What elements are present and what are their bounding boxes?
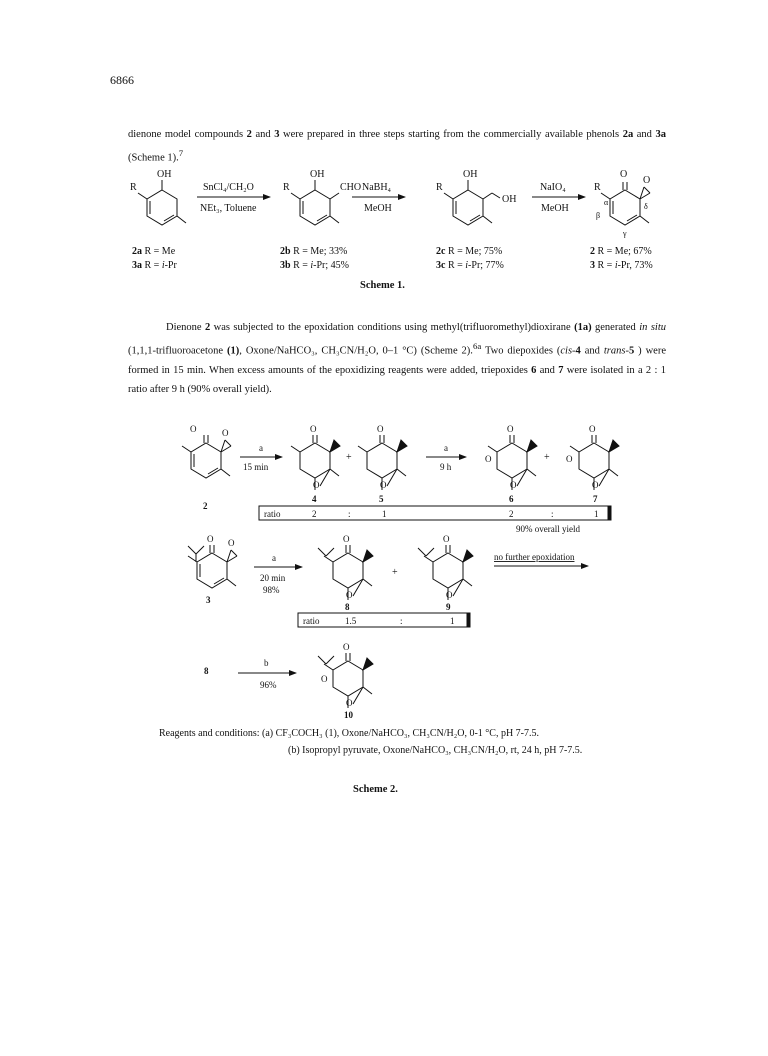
r-label: R <box>130 182 137 193</box>
conditions-a: Reagents and conditions: (a) CF₃COCH₃ (1), Oxone/NaHCO₃, CH₃CN/H₂O, 0-1 °C, pH 7-7.5. <box>159 728 540 739</box>
svg-text:O: O <box>222 428 229 438</box>
svg-text::: : <box>551 509 554 519</box>
svg-text::: : <box>400 616 403 626</box>
reagent-3-top: NaIO₄ <box>540 182 566 193</box>
conditions-b: (b) Isopropyl pyruvate, Oxone/NaHCO₃, CH₃CN/H₂O, rt, 24 h, pH 7-7.5. <box>288 745 583 756</box>
svg-text:OH: OH <box>502 194 517 205</box>
svg-text:a: a <box>444 443 448 453</box>
svg-text:OH: OH <box>463 169 478 180</box>
svg-text:2: 2 <box>509 509 514 519</box>
page-number: 6866 <box>110 73 134 87</box>
reagent-2-bottom: MeOH <box>364 203 392 214</box>
svg-text:R: R <box>283 182 290 193</box>
label-3c: 3c R = i-Pr; 77% <box>436 260 504 271</box>
svg-text:O: O <box>510 480 517 490</box>
no-further-epoxidation: no further epoxidation <box>494 552 575 562</box>
label-8: 8 <box>345 602 350 612</box>
svg-text::: : <box>348 509 351 519</box>
label-2a: 2a R = Me <box>132 246 176 257</box>
label-10: 10 <box>344 710 353 720</box>
svg-text:+: + <box>544 452 550 463</box>
svg-text:O: O <box>321 674 328 684</box>
scheme-2-caption: Scheme 2. <box>353 784 398 795</box>
scheme-2 <box>0 420 768 830</box>
label-3b: 3b R = i-Pr; 45% <box>280 260 349 271</box>
aldehyde-structure-2b <box>291 180 339 225</box>
label-2: 2 <box>203 501 208 511</box>
svg-text:1: 1 <box>594 509 599 519</box>
label-3: 3 R = i-Pr, 73% <box>590 260 653 271</box>
label-9: 9 <box>446 602 451 612</box>
intro-paragraph: dienone model compounds 2 and 3 were prepared in three steps starting from the commercially available phenols 2a and 3a (Scheme 1).$^7$ <box>128 129 667 164</box>
svg-text:ratio: ratio <box>303 616 320 626</box>
label-6: 6 <box>509 494 514 504</box>
svg-text:O: O <box>343 642 350 652</box>
label-4: 4 <box>312 494 317 504</box>
label-7: 7 <box>593 494 598 504</box>
svg-text:8: 8 <box>204 666 209 676</box>
svg-text:2: 2 <box>312 509 317 519</box>
structure-3 <box>188 545 237 588</box>
svg-text:O: O <box>446 590 453 600</box>
phenol-structure-2a <box>138 180 186 225</box>
label-3: 3 <box>206 595 211 605</box>
svg-text:O: O <box>346 590 353 600</box>
svg-text:O: O <box>190 424 197 434</box>
svg-text:+: + <box>346 452 352 463</box>
svg-text:O: O <box>566 454 573 464</box>
svg-text:1: 1 <box>382 509 387 519</box>
alpha-label: α <box>604 198 609 207</box>
svg-text:O: O <box>443 534 450 544</box>
svg-text:ratio: ratio <box>264 509 281 519</box>
svg-text:b: b <box>264 658 269 668</box>
svg-text:O: O <box>380 480 387 490</box>
reagent-3-bottom: MeOH <box>541 203 569 214</box>
svg-text:O: O <box>643 175 651 186</box>
label-5: 5 <box>379 494 384 504</box>
overall-yield: 90% overall yield <box>516 524 580 534</box>
scheme-1 <box>0 160 768 295</box>
scheme-1-caption: Scheme 1. <box>360 280 405 291</box>
gamma-label: γ <box>623 229 627 238</box>
svg-text:9 h: 9 h <box>440 462 452 472</box>
svg-text:O: O <box>589 424 596 434</box>
svg-text:O: O <box>592 480 599 490</box>
ratio-box-2 <box>298 613 470 627</box>
svg-text:OH: OH <box>310 169 325 180</box>
delta-label: δ <box>644 202 648 211</box>
cho-label: CHO <box>340 182 362 193</box>
reagent-1-top: SnCl₄/CH₂O <box>203 182 254 193</box>
label-2c: 2c R = Me; 75% <box>436 246 503 257</box>
svg-text:1: 1 <box>450 616 455 626</box>
svg-text:98%: 98% <box>263 585 280 595</box>
epoxidation-paragraph: Dienone 2 was subjected to the epoxidation conditions using methyl(trifluoromethyl)dioxirane (1a) generated in situ (1,1,1-trifluoroacetone (1), Oxone/NaHCO₃, CH₃CN/H₂O, 0–1 °C) (Scheme 2).$^{6a}$ Two diepoxides (cis-4 and trans-5 ) were formed in 15 min. When excess amounts of the epoxidizing reagents were added, triepoxides 6 and 7 were isolated in a 2 : 1 ratio after 9 h (90% overall yield). <box>128 322 666 395</box>
svg-text:O: O <box>377 424 384 434</box>
svg-text:a: a <box>272 553 276 563</box>
svg-text:R: R <box>436 182 443 193</box>
label-3a: 3a R = i-Pr <box>132 260 177 271</box>
reagent-2-top: NaBH₄ <box>362 182 392 193</box>
svg-text:O: O <box>310 424 317 434</box>
svg-text:20 min: 20 min <box>260 573 286 583</box>
svg-text:O: O <box>485 454 492 464</box>
reagent-1-bottom: NEt₃, Toluene <box>200 203 257 214</box>
svg-text:96%: 96% <box>260 680 277 690</box>
svg-text:O: O <box>346 698 353 708</box>
svg-text:15 min: 15 min <box>243 462 269 472</box>
svg-text:O: O <box>207 534 214 544</box>
alcohol-structure-2c <box>444 180 500 225</box>
svg-text:O: O <box>228 538 235 548</box>
svg-text:+: + <box>392 567 398 578</box>
structure-2 <box>182 435 231 478</box>
svg-text:O: O <box>313 480 320 490</box>
svg-text:1.5: 1.5 <box>345 616 357 626</box>
svg-text:O: O <box>507 424 514 434</box>
svg-text:O: O <box>620 169 628 180</box>
svg-text:a: a <box>259 443 263 453</box>
label-2b: 2b R = Me; 33% <box>280 246 348 257</box>
dienone-structure-2 <box>601 182 650 225</box>
svg-text:R: R <box>594 182 601 193</box>
oh-label: OH <box>157 169 172 180</box>
label-2: 2 R = Me; 67% <box>590 246 652 257</box>
beta-label: β <box>596 211 601 220</box>
svg-text:O: O <box>343 534 350 544</box>
